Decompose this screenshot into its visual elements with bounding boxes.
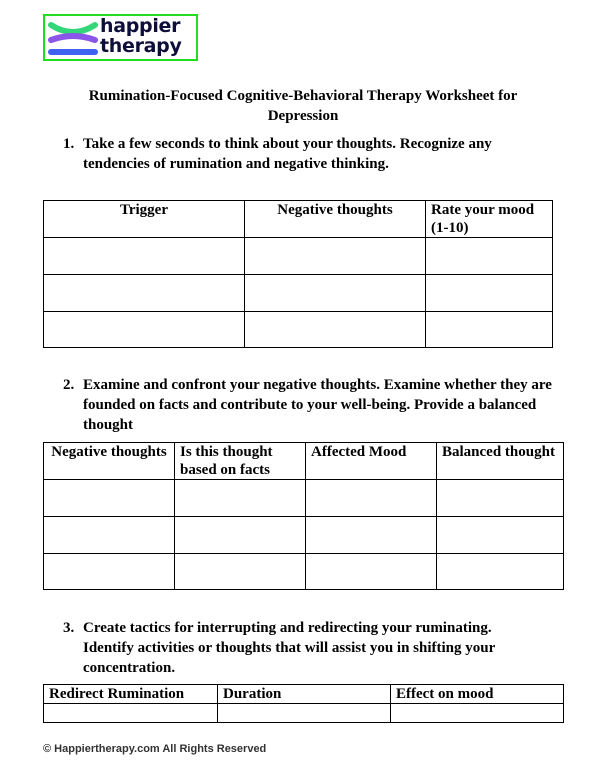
worksheet-title: Rumination-Focused Cognitive-Behavioral Therapy Worksheet for Depression — [88, 88, 518, 124]
cell[interactable] — [44, 704, 218, 723]
cell[interactable] — [245, 312, 426, 348]
cell[interactable] — [306, 517, 437, 554]
cell[interactable] — [44, 238, 245, 275]
cell[interactable] — [44, 554, 175, 590]
logo-line2: therapy — [100, 35, 182, 57]
question-text: Create tactics for interrupting and redirecting your ruminating. Identify activities or thoughts that will assist you in shifting your concentration. — [83, 620, 495, 676]
table-row — [44, 480, 564, 517]
cell[interactable] — [218, 704, 391, 723]
table-row — [44, 238, 553, 275]
cell[interactable] — [44, 517, 175, 554]
header-negative-thoughts: Negative thoughts — [245, 201, 426, 238]
header-duration: Duration — [218, 685, 391, 704]
redirect-table — [43, 684, 564, 723]
logo-text — [100, 16, 182, 56]
cell[interactable] — [175, 554, 306, 590]
trigger-table — [43, 200, 553, 348]
cell[interactable] — [391, 704, 564, 723]
table-row — [44, 704, 564, 723]
question-number: 3. — [63, 620, 75, 636]
header-trigger: Trigger — [44, 201, 245, 238]
cell[interactable] — [426, 238, 553, 275]
cell[interactable] — [44, 480, 175, 517]
cell[interactable] — [175, 480, 306, 517]
cell[interactable] — [44, 275, 245, 312]
logo-icon — [48, 21, 98, 57]
logo — [43, 14, 198, 61]
table-row — [44, 312, 553, 348]
cell[interactable] — [437, 554, 564, 590]
question-text: Examine and confront your negative thoughts. Examine whether they are founded on facts and contribute to your well-being. Provide a balanced thought — [83, 377, 552, 433]
question-number: 1. — [63, 136, 75, 152]
question-number: 2. — [63, 377, 75, 393]
question-text: Take a few seconds to think about your thoughts. Recognize any tendencies of rumination and negative thinking. — [83, 136, 492, 172]
examine-table — [43, 442, 564, 590]
header-balanced-thought: Balanced thought — [437, 443, 564, 480]
cell[interactable] — [426, 275, 553, 312]
cell[interactable] — [245, 238, 426, 275]
header-based-on-facts: Is this thought based on facts — [175, 443, 306, 480]
table-row — [44, 554, 564, 590]
header-negative-thoughts: Negative thoughts — [44, 443, 175, 480]
header-affected-mood: Affected Mood — [306, 443, 437, 480]
cell[interactable] — [437, 480, 564, 517]
logo-line1: happier — [100, 15, 181, 37]
table-row — [44, 517, 564, 554]
header-effect-on-mood: Effect on mood — [391, 685, 564, 704]
cell[interactable] — [175, 517, 306, 554]
cell[interactable] — [437, 517, 564, 554]
cell[interactable] — [306, 480, 437, 517]
cell[interactable] — [306, 554, 437, 590]
cell[interactable] — [245, 275, 426, 312]
cell[interactable] — [426, 312, 553, 348]
header-redirect-rumination: Redirect Rumination — [44, 685, 218, 704]
header-rate-mood: Rate your mood (1-10) — [426, 201, 553, 238]
copyright-footer: © Happiertherapy.com All Rights Reserved — [43, 743, 267, 755]
cell[interactable] — [44, 312, 245, 348]
table-row — [44, 275, 553, 312]
